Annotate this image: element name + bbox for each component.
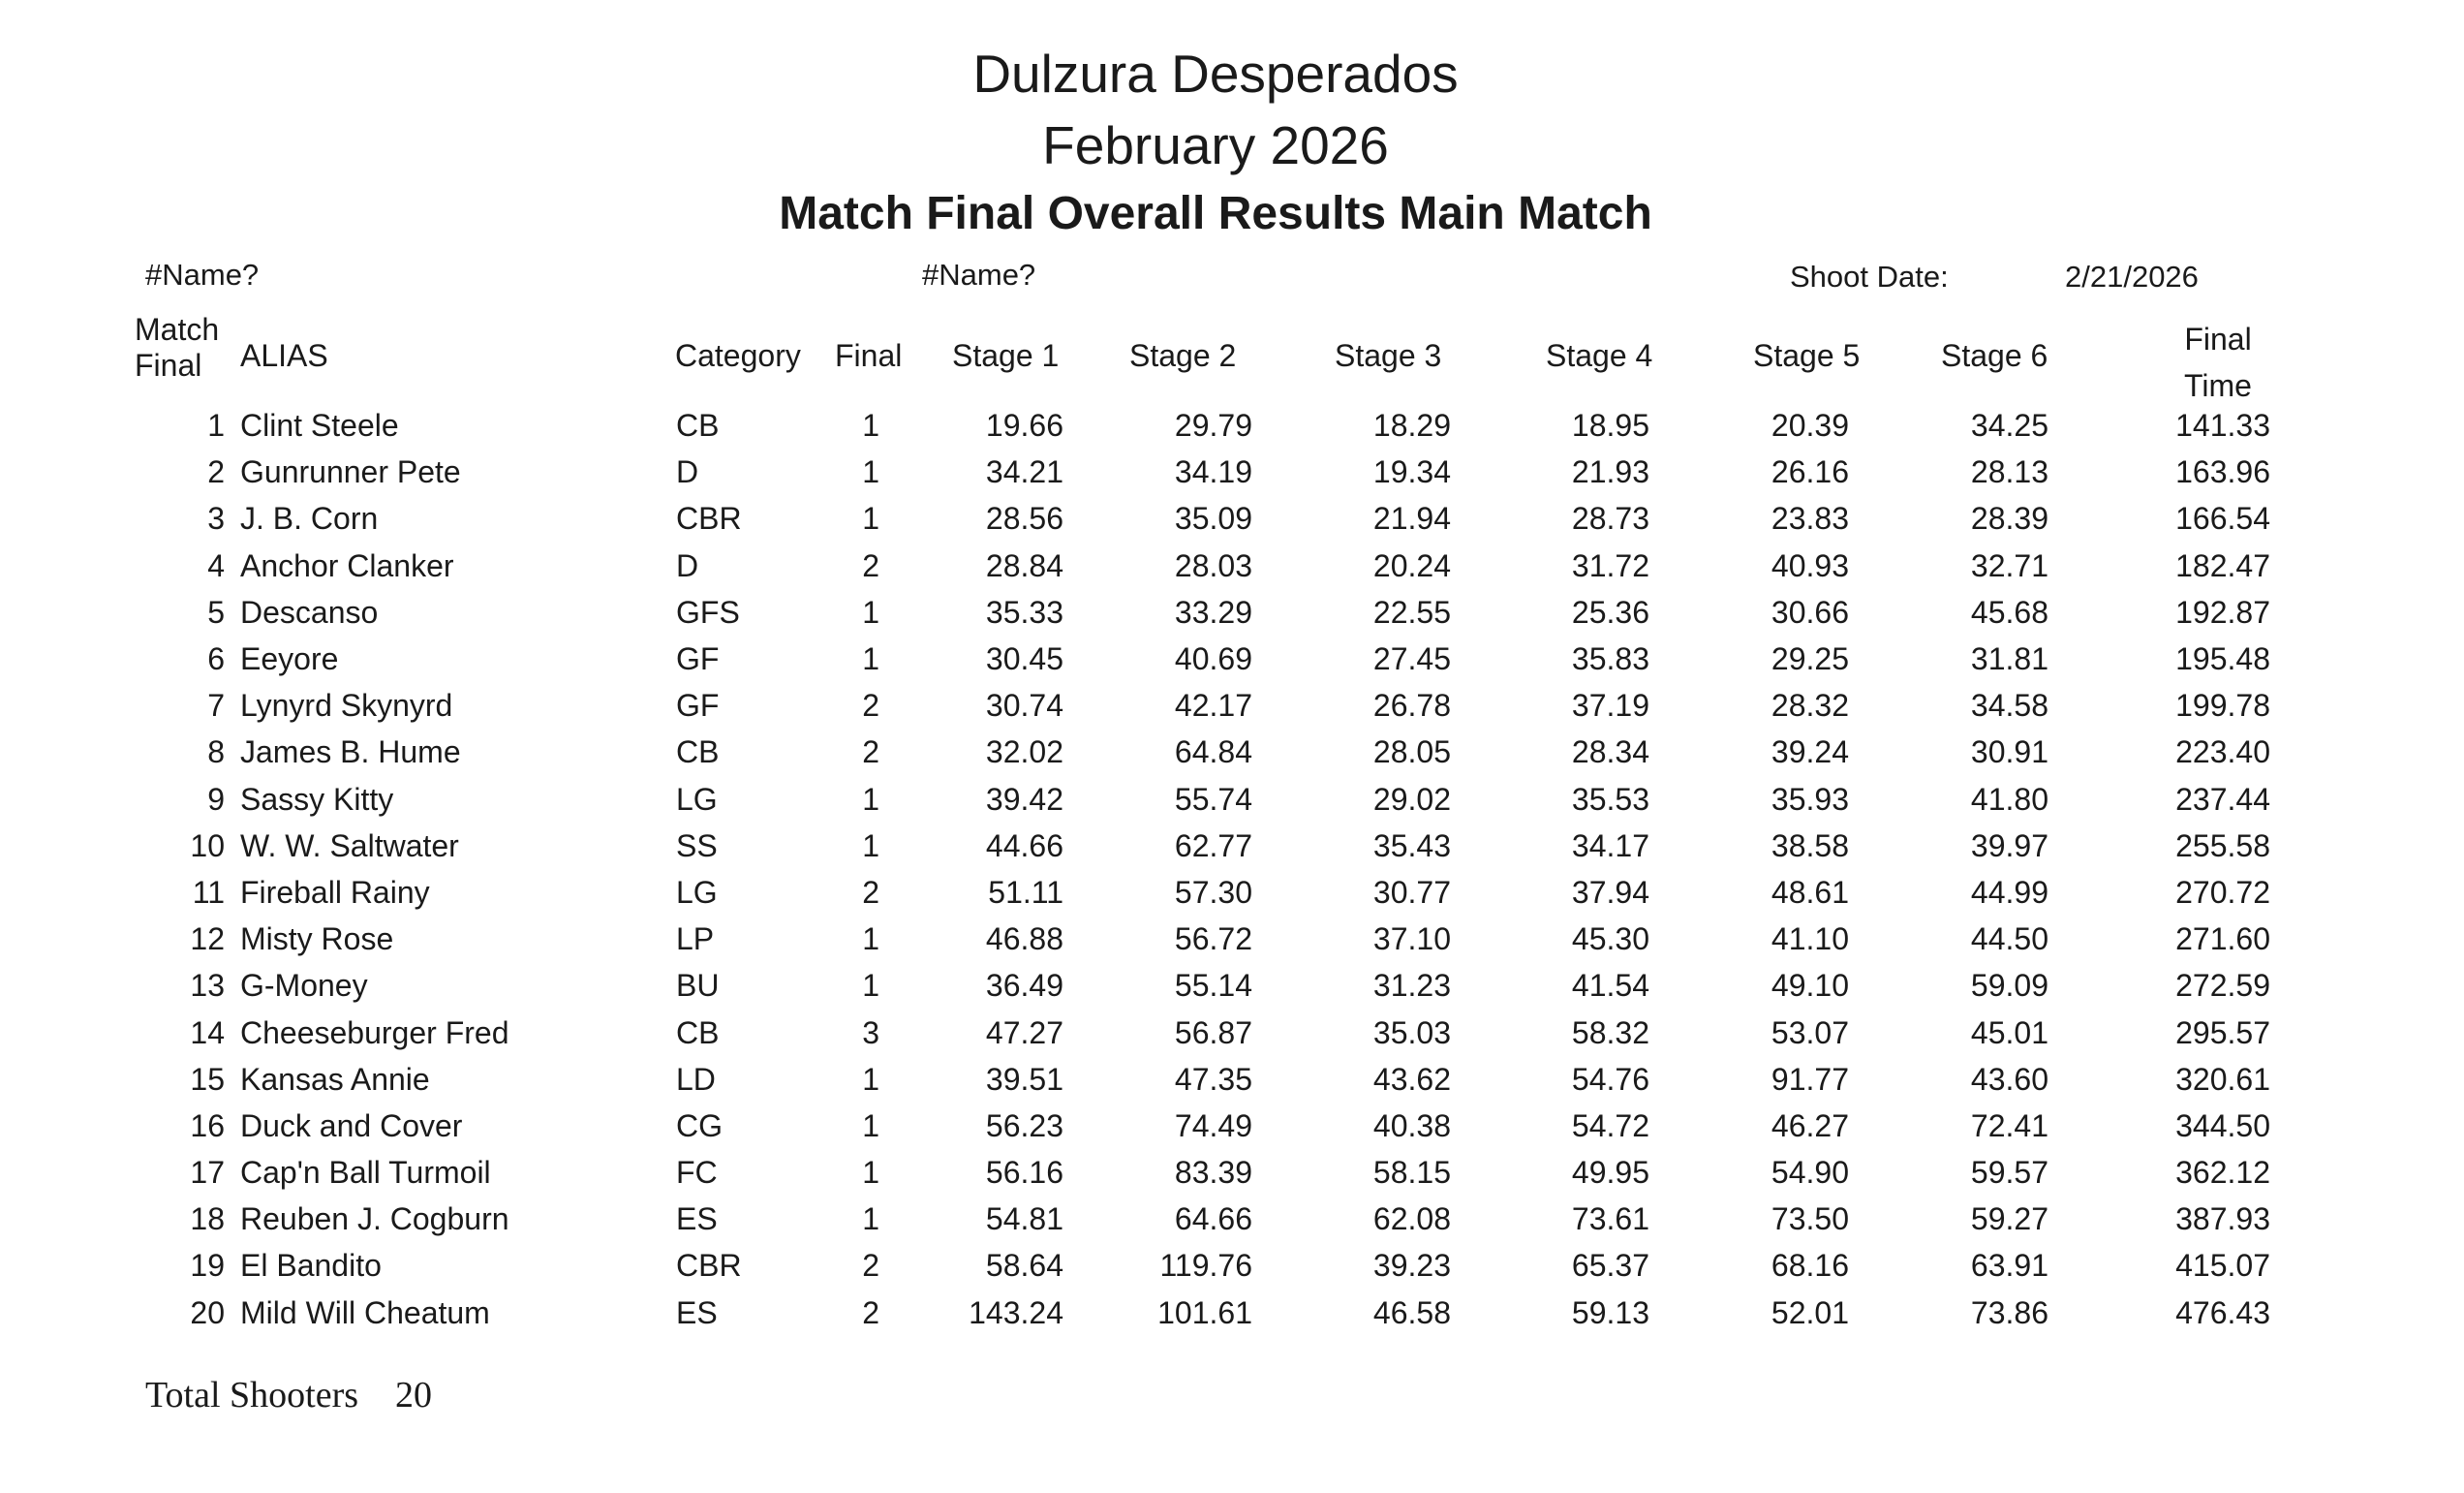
alias-cell: Cheeseburger Fred [240,1014,509,1050]
stage-3-cell: 21.94 [1372,501,1451,537]
alias-cell: Descanso [240,594,379,630]
stage-3-cell: 29.02 [1372,781,1451,817]
table-row [145,869,2270,916]
class-final-cell: 1 [862,408,879,444]
class-final-cell: 1 [862,1107,879,1143]
stage-4-cell: 58.32 [1571,1014,1649,1050]
stage-2-cell: 57.30 [1174,874,1252,910]
alias-cell: Mild Will Cheatum [240,1294,490,1330]
stage-6-cell: 31.81 [1970,641,2048,677]
stage-2-cell: 119.76 [1159,1248,1252,1284]
class-final-cell: 1 [862,594,879,630]
stage-5-cell: 35.93 [1771,781,1849,817]
stage-1-cell: 58.64 [985,1248,1063,1284]
table-row [145,729,2270,775]
stage-1-cell: 34.21 [985,454,1063,490]
stage-1-cell: 30.74 [985,688,1063,724]
table-row [145,916,2270,962]
stage-2-cell: 35.09 [1174,501,1252,537]
header-category: Category [675,338,801,373]
stage-2-cell: 56.87 [1174,1014,1252,1050]
stage-6-cell: 44.99 [1970,874,2048,910]
category-cell: GF [676,641,720,677]
final-time-cell: 195.48 [2175,641,2270,677]
alias-cell: G-Money [240,968,368,1004]
table-row [145,962,2270,1009]
stage-1-cell: 28.56 [985,501,1063,537]
stage-2-cell: 74.49 [1174,1107,1252,1143]
stage-6-cell: 28.39 [1970,501,2048,537]
stage-3-cell: 26.78 [1372,688,1451,724]
rank-cell: 1 [207,408,225,444]
class-final-cell: 1 [862,1155,879,1191]
header-stage-1: Stage 1 [952,338,1060,373]
stage-5-cell: 40.93 [1771,547,1849,583]
stage-4-cell: 21.93 [1571,454,1649,490]
stage-3-cell: 27.45 [1372,641,1451,677]
club-title: Dulzura Desperados [972,44,1459,104]
stage-1-cell: 39.51 [985,1061,1063,1097]
stage-2-cell: 42.17 [1174,688,1252,724]
rank-cell: 19 [190,1248,225,1284]
stage-5-cell: 49.10 [1771,968,1849,1004]
stage-1-cell: 143.24 [969,1294,1063,1330]
rank-cell: 12 [190,921,225,957]
alias-cell: Lynyrd Skynyrd [240,688,453,724]
alias-cell: W. W. Saltwater [240,827,459,863]
stage-1-cell: 46.88 [985,921,1063,957]
class-final-cell: 1 [862,1201,879,1237]
category-cell: LP [676,921,715,957]
header-stage-5: Stage 5 [1753,338,1861,373]
stage-2-cell: 55.14 [1174,968,1252,1004]
alias-cell: Anchor Clanker [240,547,454,583]
stage-3-cell: 40.38 [1372,1107,1451,1143]
category-cell: ES [676,1294,718,1330]
stage-4-cell: 35.83 [1571,641,1649,677]
stage-1-cell: 30.45 [985,641,1063,677]
stage-1-cell: 28.84 [985,547,1063,583]
stage-3-cell: 35.03 [1372,1014,1451,1050]
final-time-cell: 223.40 [2175,734,2270,770]
category-cell: GFS [676,594,740,630]
final-time-cell: 415.07 [2175,1248,2270,1284]
stage-4-cell: 54.76 [1571,1061,1649,1097]
class-final-cell: 1 [862,781,879,817]
stage-5-cell: 46.27 [1771,1107,1849,1143]
alias-cell: Eeyore [240,641,339,677]
stage-2-cell: 55.74 [1174,781,1252,817]
stage-2-cell: 33.29 [1174,594,1252,630]
class-final-cell: 1 [862,501,879,537]
stage-6-cell: 30.91 [1970,734,2048,770]
final-time-cell: 141.33 [2175,408,2270,444]
stage-3-cell: 35.43 [1372,827,1451,863]
month-title: February 2026 [1042,115,1389,175]
stage-5-cell: 91.77 [1771,1061,1849,1097]
final-time-cell: 192.87 [2175,594,2270,630]
stage-3-cell: 62.08 [1372,1201,1451,1237]
final-time-cell: 182.47 [2175,547,2270,583]
category-cell: CB [676,1014,720,1050]
rank-cell: 15 [190,1061,225,1097]
stage-6-cell: 43.60 [1970,1061,2048,1097]
report-title: Match Final Overall Results Main Match [779,188,1652,239]
stage-1-cell: 47.27 [985,1014,1063,1050]
rank-cell: 7 [207,688,225,724]
alias-cell: James B. Hume [240,734,461,770]
shoot-date-value: 2/21/2026 [2065,260,2199,294]
stage-6-cell: 28.13 [1970,454,2048,490]
stage-5-cell: 48.61 [1771,874,1849,910]
stage-3-cell: 31.23 [1372,968,1451,1004]
header-stage-3: Stage 3 [1335,338,1442,373]
stage-5-cell: 68.16 [1771,1248,1849,1284]
rank-cell: 13 [190,968,225,1004]
class-final-cell: 1 [862,1061,879,1097]
stage-5-cell: 53.07 [1771,1014,1849,1050]
final-time-cell: 237.44 [2175,781,2270,817]
rank-cell: 18 [190,1201,225,1237]
stage-2-cell: 83.39 [1174,1155,1252,1191]
total-shooters-count: 20 [395,1375,433,1415]
stage-3-cell: 18.29 [1372,408,1451,444]
category-cell: D [676,454,699,490]
stage-5-cell: 52.01 [1771,1294,1849,1330]
stage-2-cell: 28.03 [1174,547,1252,583]
header-stage-6: Stage 6 [1941,338,2048,373]
table-row [145,1009,2270,1055]
alias-cell: Duck and Cover [240,1107,463,1143]
category-cell: GF [676,688,720,724]
table-row [145,1103,2270,1149]
stage-4-cell: 54.72 [1571,1107,1649,1143]
stage-5-cell: 73.50 [1771,1201,1849,1237]
category-cell: CB [676,408,720,444]
alias-cell: El Bandito [240,1248,382,1284]
stage-2-cell: 34.19 [1174,454,1252,490]
stage-6-cell: 45.01 [1970,1014,2048,1050]
header-stage-4: Stage 4 [1546,338,1653,373]
alias-cell: J. B. Corn [240,501,379,537]
final-time-cell: 270.72 [2175,874,2270,910]
rank-cell: 8 [207,734,225,770]
stage-1-cell: 32.02 [985,734,1063,770]
stage-6-cell: 59.09 [1970,968,2048,1004]
category-cell: CBR [676,501,742,537]
stage-1-cell: 51.11 [988,874,1063,910]
stage-5-cell: 23.83 [1771,501,1849,537]
final-time-cell: 320.61 [2175,1061,2270,1097]
category-cell: BU [676,968,720,1004]
alias-cell: Gunrunner Pete [240,454,461,490]
stage-1-cell: 54.81 [985,1201,1063,1237]
table-row [145,1056,2270,1103]
class-final-cell: 3 [862,1014,879,1050]
stage-2-cell: 47.35 [1174,1061,1252,1097]
stage-3-cell: 39.23 [1372,1248,1451,1284]
stage-6-cell: 41.80 [1970,781,2048,817]
stage-5-cell: 30.66 [1771,594,1849,630]
stage-3-cell: 46.58 [1372,1294,1451,1330]
name-error-field-left: #Name? [145,258,260,292]
table-row [145,495,2270,542]
total-shooters-label: Total Shooters [145,1375,359,1415]
stage-6-cell: 63.91 [1970,1248,2048,1284]
final-time-cell: 344.50 [2175,1107,2270,1143]
stage-6-cell: 34.25 [1970,408,2048,444]
category-cell: D [676,547,699,583]
stage-2-cell: 64.84 [1174,734,1252,770]
stage-2-cell: 64.66 [1174,1201,1252,1237]
stage-1-cell: 56.23 [985,1107,1063,1143]
stage-3-cell: 20.24 [1372,547,1451,583]
stage-4-cell: 41.54 [1571,968,1649,1004]
stage-4-cell: 45.30 [1571,921,1649,957]
stage-1-cell: 35.33 [985,594,1063,630]
stage-4-cell: 73.61 [1571,1201,1649,1237]
header-match-final [135,312,231,384]
results-table [145,402,2270,1336]
header-alias: ALIAS [240,338,328,373]
stage-6-cell: 39.97 [1970,827,2048,863]
category-cell: CG [676,1107,723,1143]
stage-6-cell: 45.68 [1970,594,2048,630]
stage-3-cell: 37.10 [1372,921,1451,957]
table-row [145,682,2270,729]
category-cell: LG [676,781,718,817]
stage-3-cell: 58.15 [1372,1155,1451,1191]
stage-4-cell: 37.94 [1571,874,1649,910]
alias-cell: Fireball Rainy [240,874,430,910]
header-final-time-text: Final Time [2184,322,2252,403]
class-final-cell: 1 [862,827,879,863]
category-cell: LD [676,1061,716,1097]
stage-1-cell: 44.66 [985,827,1063,863]
rank-cell: 20 [190,1294,225,1330]
stage-4-cell: 28.73 [1571,501,1649,537]
table-row [145,636,2270,682]
shoot-date-label: Shoot Date: [1790,260,1949,294]
rank-cell: 17 [190,1155,225,1191]
stage-4-cell: 31.72 [1571,547,1649,583]
stage-5-cell: 39.24 [1771,734,1849,770]
stage-1-cell: 36.49 [985,968,1063,1004]
class-final-cell: 1 [862,968,879,1004]
table-row [145,1290,2270,1336]
rank-cell: 14 [190,1014,225,1050]
name-error-field-center: #Name? [922,258,1036,292]
category-cell: LG [676,874,718,910]
header-final: Final [835,338,903,373]
stage-4-cell: 18.95 [1571,408,1649,444]
rank-cell: 2 [207,454,225,490]
stage-4-cell: 34.17 [1571,827,1649,863]
stage-4-cell: 65.37 [1571,1248,1649,1284]
stage-5-cell: 38.58 [1771,827,1849,863]
final-time-cell: 476.43 [2175,1294,2270,1330]
stage-3-cell: 28.05 [1372,734,1451,770]
rank-cell: 4 [207,547,225,583]
stage-1-cell: 56.16 [985,1155,1063,1191]
category-cell: CB [676,734,720,770]
stage-5-cell: 20.39 [1771,408,1849,444]
table-row [145,1149,2270,1196]
stage-5-cell: 26.16 [1771,454,1849,490]
header-stage-2: Stage 2 [1129,338,1237,373]
stage-6-cell: 73.86 [1970,1294,2048,1330]
stage-3-cell: 43.62 [1372,1061,1451,1097]
rank-cell: 11 [192,874,225,910]
stage-3-cell: 30.77 [1372,874,1451,910]
table-row [145,589,2270,636]
stage-2-cell: 40.69 [1174,641,1252,677]
class-final-cell: 2 [862,1294,879,1330]
stage-2-cell: 56.72 [1174,921,1252,957]
stage-4-cell: 25.36 [1571,594,1649,630]
table-row [145,823,2270,869]
stage-1-cell: 19.66 [985,408,1063,444]
class-final-cell: 2 [862,1248,879,1284]
stage-2-cell: 62.77 [1174,827,1252,863]
stage-4-cell: 59.13 [1571,1294,1649,1330]
final-time-cell: 362.12 [2175,1155,2270,1191]
stage-3-cell: 19.34 [1372,454,1451,490]
final-time-cell: 163.96 [2175,454,2270,490]
class-final-cell: 2 [862,547,879,583]
rank-cell: 6 [207,641,225,677]
final-time-cell: 255.58 [2175,827,2270,863]
final-time-cell: 272.59 [2175,968,2270,1004]
table-row [145,402,2270,449]
stage-6-cell: 59.27 [1970,1201,2048,1237]
stage-4-cell: 28.34 [1571,734,1649,770]
class-final-cell: 1 [862,921,879,957]
class-final-cell: 2 [862,734,879,770]
stage-5-cell: 54.90 [1771,1155,1849,1191]
alias-cell: Sassy Kitty [240,781,394,817]
stage-5-cell: 28.32 [1771,688,1849,724]
results-table-body [145,402,2270,1336]
alias-cell: Kansas Annie [240,1061,430,1097]
table-row [145,449,2270,495]
final-time-cell: 199.78 [2175,688,2270,724]
alias-cell: Misty Rose [240,921,394,957]
stage-6-cell: 59.57 [1970,1155,2048,1191]
rank-cell: 16 [190,1107,225,1143]
stage-2-cell: 101.61 [1157,1294,1252,1330]
stage-1-cell: 39.42 [985,781,1063,817]
header-final-time [2160,316,2276,409]
stage-6-cell: 34.58 [1970,688,2048,724]
stage-6-cell: 72.41 [1970,1107,2048,1143]
final-time-cell: 271.60 [2175,921,2270,957]
final-time-cell: 295.57 [2175,1014,2270,1050]
class-final-cell: 1 [862,454,879,490]
table-row [145,1196,2270,1242]
table-row [145,776,2270,823]
header-match-final-text: Match Final [135,312,220,383]
stage-4-cell: 37.19 [1571,688,1649,724]
stage-4-cell: 35.53 [1571,781,1649,817]
total-shooters [145,1374,432,1416]
rank-cell: 3 [207,501,225,537]
table-row [145,1242,2270,1289]
final-time-cell: 387.93 [2175,1201,2270,1237]
stage-4-cell: 49.95 [1571,1155,1649,1191]
stage-5-cell: 29.25 [1771,641,1849,677]
alias-cell: Clint Steele [240,408,399,444]
rank-cell: 5 [207,594,225,630]
table-row [145,543,2270,589]
alias-cell: Reuben J. Cogburn [240,1201,509,1237]
class-final-cell: 2 [862,688,879,724]
alias-cell: Cap'n Ball Turmoil [240,1155,491,1191]
stage-2-cell: 29.79 [1174,408,1252,444]
stage-5-cell: 41.10 [1771,921,1849,957]
rank-cell: 10 [190,827,225,863]
rank-cell: 9 [207,781,225,817]
stage-6-cell: 32.71 [1970,547,2048,583]
category-cell: FC [676,1155,718,1191]
category-cell: ES [676,1201,718,1237]
stage-6-cell: 44.50 [1970,921,2048,957]
stage-3-cell: 22.55 [1372,594,1451,630]
class-final-cell: 2 [862,874,879,910]
class-final-cell: 1 [862,641,879,677]
final-time-cell: 166.54 [2175,501,2270,537]
category-cell: SS [676,827,718,863]
category-cell: CBR [676,1248,742,1284]
